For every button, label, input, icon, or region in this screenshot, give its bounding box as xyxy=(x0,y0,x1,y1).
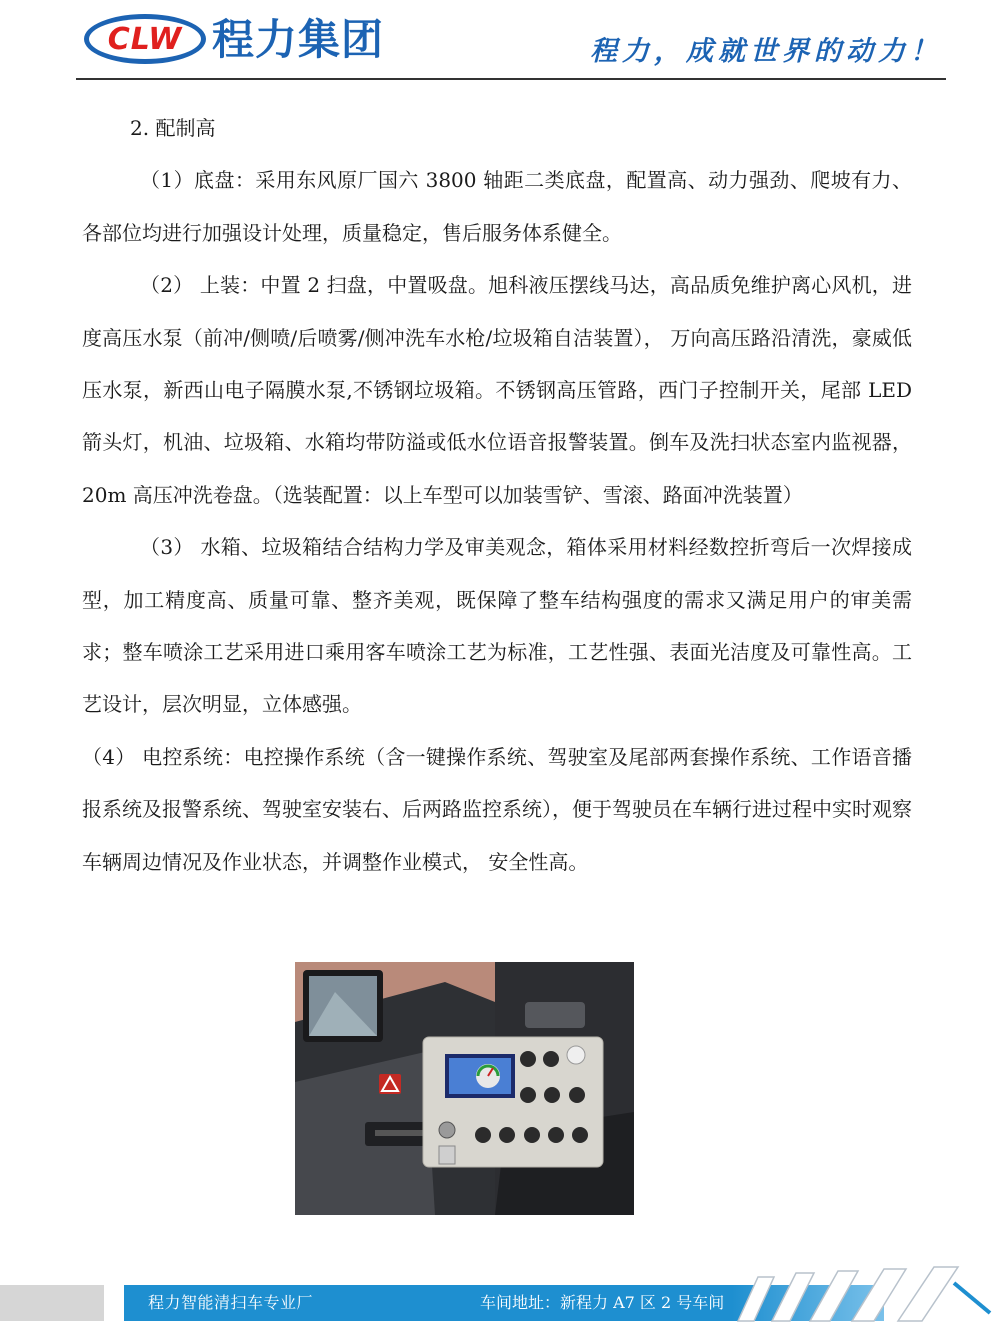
footer-gray-band xyxy=(0,1285,104,1321)
section-title: 2. 配制高 xyxy=(130,116,216,140)
company-logo-mark xyxy=(84,14,206,64)
footer-chevron-decoration xyxy=(728,1263,1000,1323)
company-slogan: 程力，成就世界的动力！ xyxy=(590,36,942,67)
paragraph-upper-body: （2） 上装：中置 2 扫盘，中置吸盘。旭科液压摆线马达，高品质免维护离心风机，进度高压水泵（前冲/侧喷/后喷雾/侧冲洗车水枪/垃圾箱自洁装置）， 万向高压路沿清洗，豪威低压水泵，新西山电子隔膜水泵,不锈钢垃圾箱。不锈钢高压管路，西门子控制开关，尾部 LED 箭头灯，机油、垃圾箱、水箱均带防溢或低水位语音报警装置。倒车及洗扫状态室内监视器，20m 高压冲洗卷盘。（选装配置：以上车型可以加装雪铲、雪滚、路面冲洗装置） xyxy=(82,273,912,507)
paragraph-chassis: （1）底盘：采用东风原厂国六 3800 轴距二类底盘，配置高、动力强劲、爬坡有力、各部位均进行加强设计处理，质量稳定，售后服务体系健全。 xyxy=(82,168,912,245)
paragraph-electric-control: （4） 电控系统：电控操作系统（含一键操作系统、驾驶室及尾部两套操作系统、工作语音播报系统及报警系统、驾驶室安装右、后两路监控系统），便于驾驶员在车辆行进过程中实时观察车辆周边情况及作业状态，并调整作业模式， 安全性高。 xyxy=(82,744,912,874)
footer-workshop-address: 车间地址：新程力 A7 区 2 号车间 xyxy=(480,1293,725,1312)
header-divider xyxy=(76,78,946,80)
control-panel-photo xyxy=(295,962,634,1215)
paragraph-tanks: （3） 水箱、垃圾箱结合结构力学及审美观念，箱体采用材料经数控折弯后一次焊接成型，加工精度高、质量可靠、整齐美观，既保障了整车结构强度的需求又满足用户的审美需求；整车喷涂工艺采用进口乘用客车喷涂工艺为标准，工艺性强、表面光洁度及可靠性高。工艺设计，层次明显，立体感强。 xyxy=(82,535,912,717)
page-header xyxy=(0,0,1000,90)
footer-factory-name: 程力智能清扫车专业厂 xyxy=(148,1293,314,1312)
page-footer xyxy=(0,1285,1000,1321)
company-logo-name: 程力集团 xyxy=(212,15,385,64)
document-body xyxy=(82,102,912,888)
logo-mark-text: CLW xyxy=(107,21,183,57)
